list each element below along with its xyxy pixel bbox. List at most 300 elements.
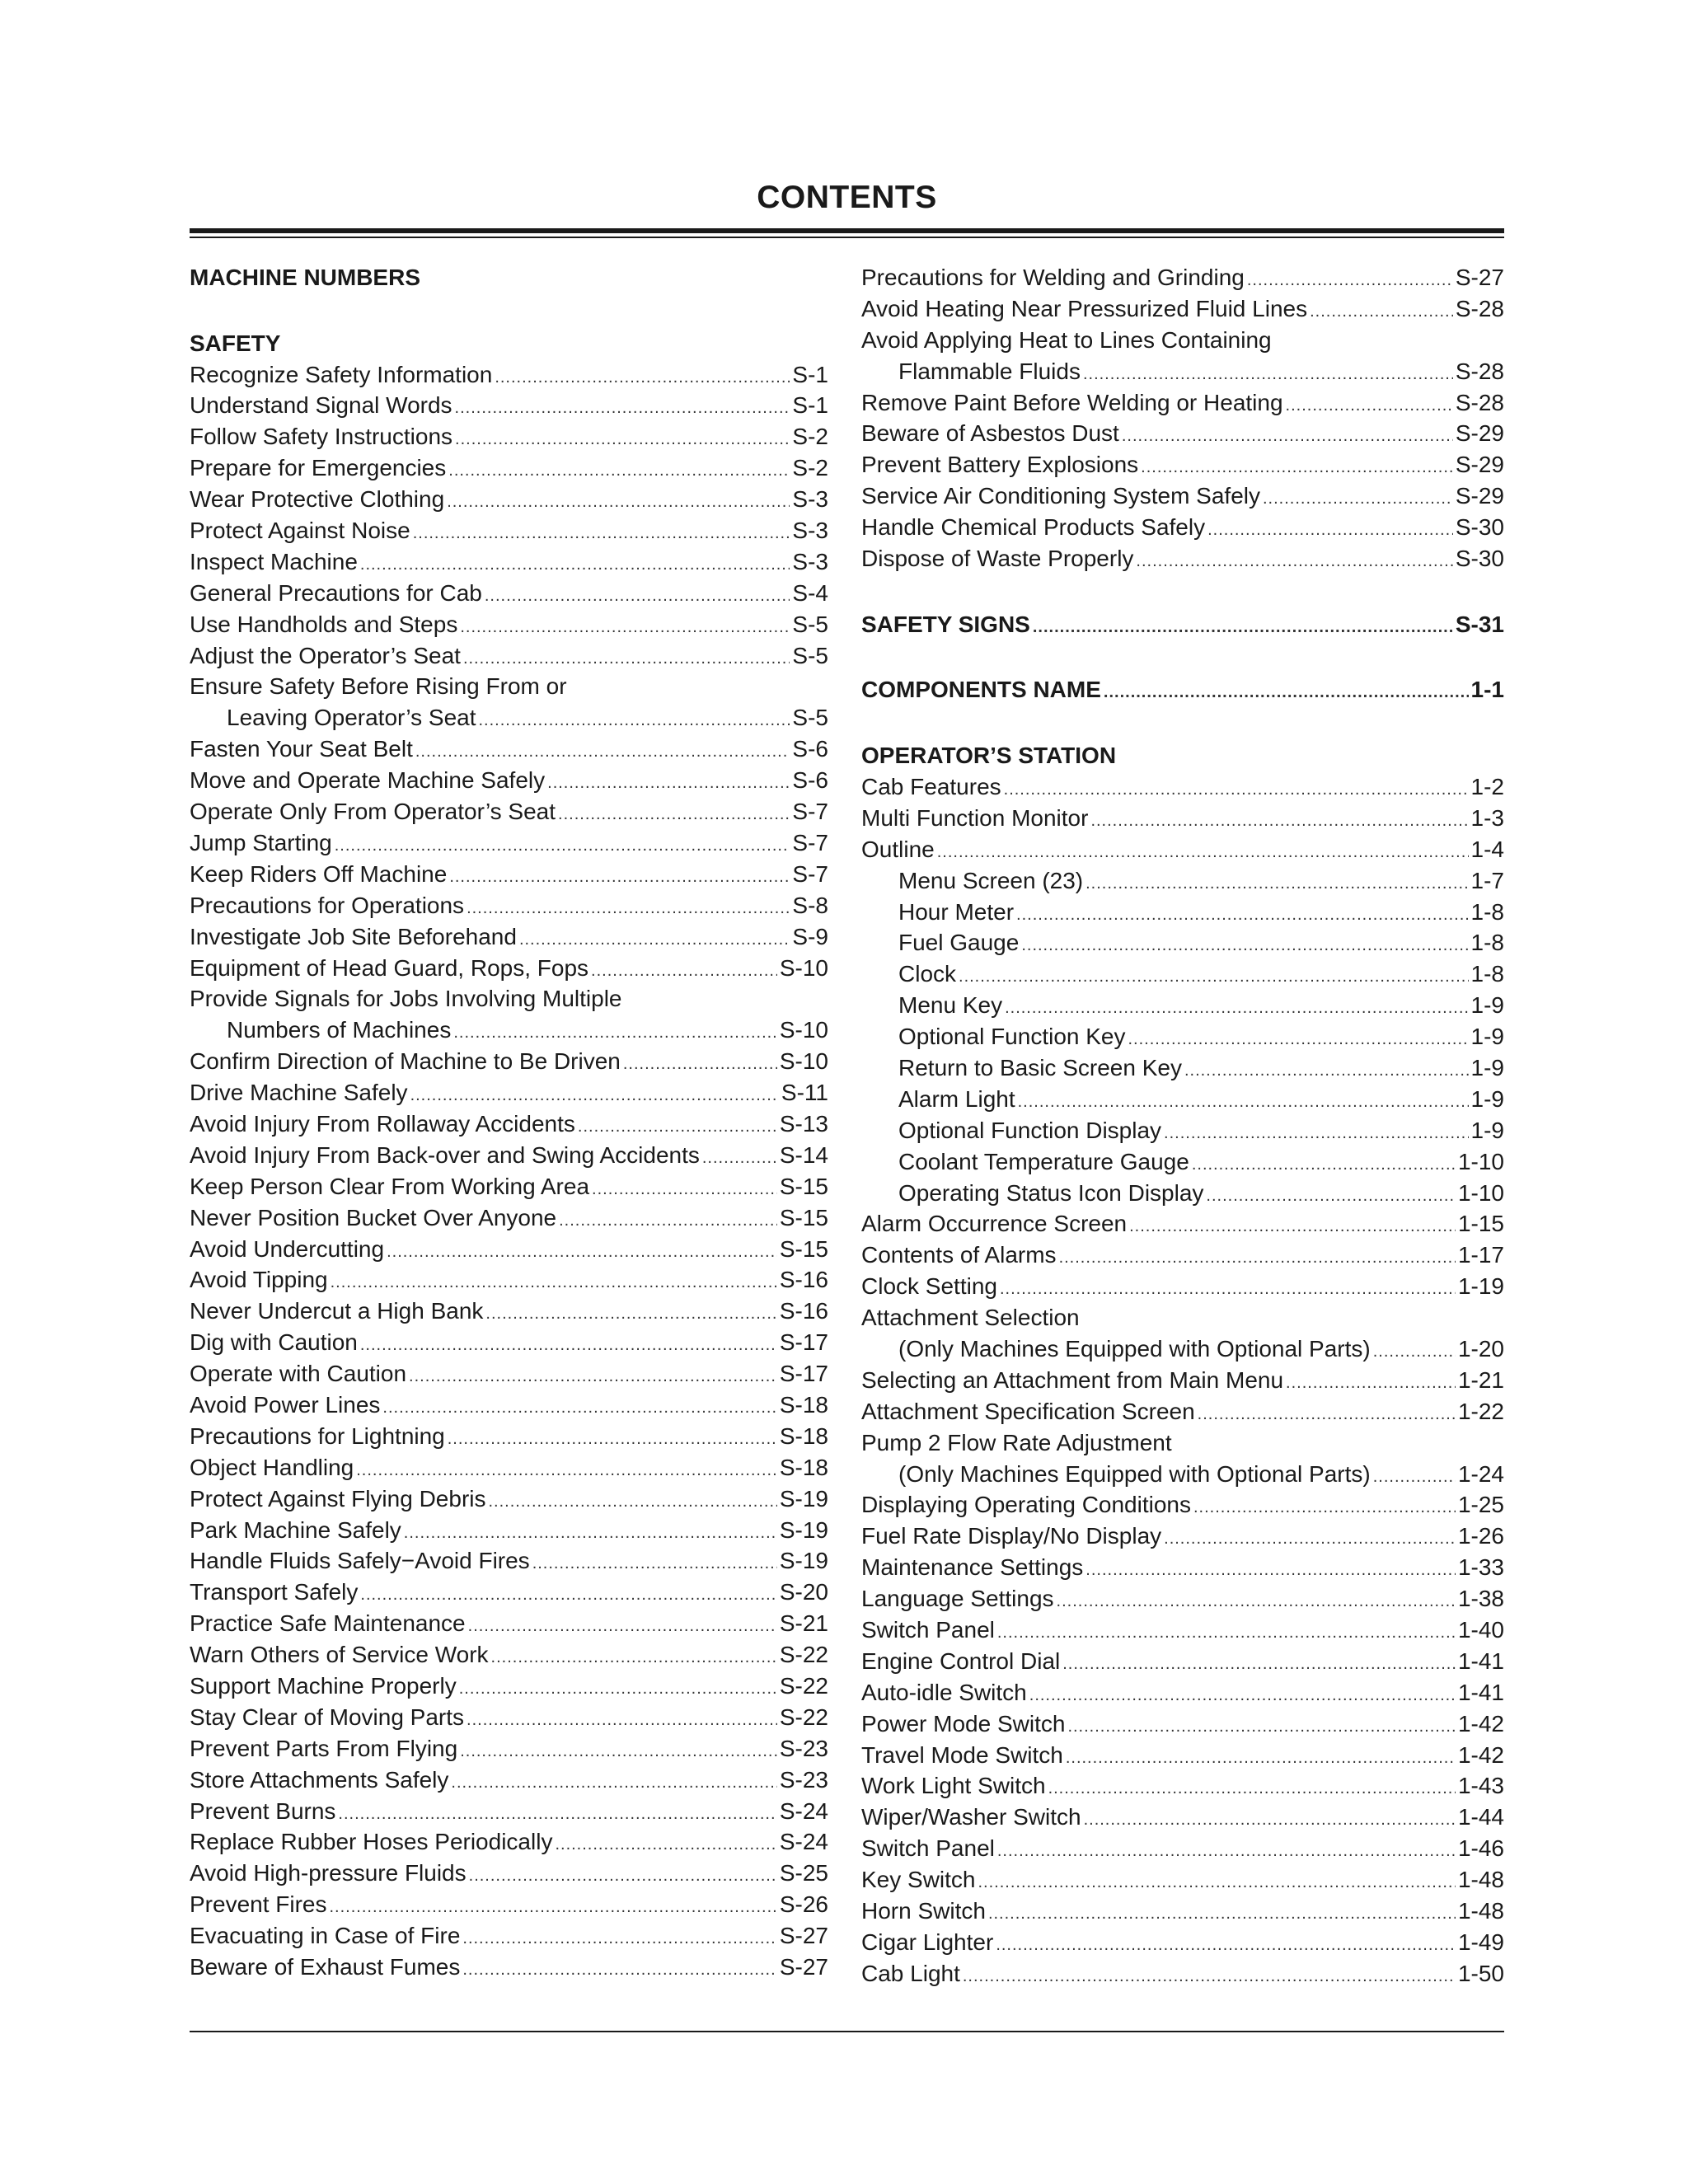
toc-entry-cab-light [861,1958,1504,1990]
toc-entry-cigar-lighter [861,1927,1504,1958]
toc-entry-title: Dispose of Waste Properly [861,546,1134,572]
toc-entry-title: Keep Person Clear From Working Area [190,1173,590,1199]
toc-entry-title: Clock [898,961,957,987]
toc-entry-practice-safe-maintenance [190,1608,828,1639]
toc-entry-horn-switch [861,1896,1504,1927]
toc-page-number: S-5 [792,642,828,668]
dot-leader [1192,1150,1456,1181]
toc-entry-title: Key Switch [861,1867,976,1893]
toc-entry-title: Hour Meter [898,898,1015,925]
toc-entry-title: Protect Against Noise [190,518,410,544]
dot-leader [1128,1024,1469,1056]
toc-page-number: S-3 [792,548,828,574]
dot-leader [592,1174,777,1206]
toc-entry-prevent-fires [190,1889,828,1920]
toc-entry-title: Avoid Heating Near Pressurized Fluid Lines [861,295,1308,321]
dot-leader [462,1955,776,1986]
toc-page-number: S-24 [779,1797,828,1824]
toc-page-number: 1-21 [1457,1366,1504,1393]
dot-leader [1090,806,1468,837]
toc-entry-title: Return to Basic Screen Key [898,1054,1182,1080]
dot-leader [519,925,790,956]
spacer [861,574,1504,609]
toc-entry-title: Prevent Battery Explosions [861,452,1139,478]
toc-entry-precautions-for-operations [190,890,828,921]
dot-leader [1016,900,1468,931]
toc-page-number: S-28 [1455,295,1504,321]
dot-leader [1059,1243,1456,1274]
toc-entry-remove-paint-before-welding-or-heating [861,387,1504,419]
toc-entry-adjust-the-operator-s-seat [190,640,828,672]
toc-page-number: 1-38 [1457,1586,1504,1612]
toc-entry-title: Optional Function Key [898,1024,1126,1050]
dot-leader [447,487,790,518]
dot-leader [485,1299,776,1330]
toc-page-number: S-6 [792,767,828,794]
toc-entry-evacuating-in-case-of-fire [190,1920,828,1952]
spacer [861,640,1504,675]
toc-page-number: S-2 [792,455,828,481]
dot-leader [491,1643,777,1674]
toc-entry-title: Engine Control Dial [861,1647,1061,1674]
toc-page-number: S-18 [779,1454,828,1480]
toc-entry-title: Evacuating in Case of Fire [190,1923,461,1949]
toc-entry-park-machine-safely [190,1515,828,1546]
toc-entry-transport-safely [190,1577,828,1608]
toc-entry-title: Power Mode Switch [861,1710,1066,1736]
toc-page-number: 1-4 [1470,836,1504,862]
dot-leader [702,1143,777,1174]
toc-page-number: 1-8 [1470,898,1504,925]
toc-entry-clock [861,958,1504,990]
dot-leader [623,1049,777,1080]
toc-entry-alarm-occurrence-screen [861,1208,1504,1240]
toc-left-column [190,262,828,1983]
toc-entry-alarm-light [861,1084,1504,1115]
toc-page-number: S-15 [779,1173,828,1199]
dot-leader [459,1674,777,1705]
toc-entry-pump-2-flow-rate-adjustment [861,1427,1504,1459]
toc-entry-title: Displaying Operating Conditions [861,1492,1191,1518]
dot-leader [1164,1524,1456,1555]
toc-page-number: S-22 [779,1672,828,1699]
toc-entry-title: Recognize Safety Information [190,361,493,387]
dot-leader [1104,677,1469,709]
dot-leader [1085,1555,1456,1586]
toc-section-heading [190,262,828,293]
toc-entry-prevent-battery-explosions [861,449,1504,480]
toc-page-number: S-2 [792,424,828,450]
toc-page-number: S-4 [792,579,828,606]
toc-entry-title: Fasten Your Seat Belt [190,736,413,762]
toc-section-heading [861,740,1504,771]
toc-entry-title: Precautions for Welding and Grinding [861,265,1245,290]
dot-leader [558,799,790,831]
toc-entry-title: Travel Mode Switch [861,1741,1063,1768]
toc-page-number: 1-33 [1457,1554,1504,1581]
toc-entry-title: Transport Safely [190,1579,359,1605]
toc-entry-protect-against-noise [190,515,828,546]
dot-leader [453,1018,777,1049]
toc-entry-title: Precautions for Lightning [190,1422,445,1449]
dot-leader [1136,546,1452,578]
toc-page-number: S-13 [779,1110,828,1137]
toc-entry-title: Flammable Fluids [898,358,1081,384]
toc-page-number: 1-46 [1457,1835,1504,1862]
toc-entry-investigate-job-site-beforehand [190,921,828,953]
toc-entry-prepare-for-emergencies [190,452,828,484]
dot-leader [360,1330,777,1361]
toc-entry-return-to-basic-screen-key [861,1052,1504,1084]
toc-entry-title: Beware of Asbestos Dust [861,420,1119,447]
page-title: CONTENTS [757,180,937,215]
dot-leader [1083,359,1453,391]
toc-entry-beware-of-exhaust-fumes [190,1952,828,1983]
toc-entry-wear-protective-clothing [190,484,828,515]
toc-page-number: 1-24 [1457,1460,1504,1487]
toc-page-number: S-3 [792,518,828,544]
toc-entry-prevent-burns [190,1796,828,1827]
toc-entry-title: Use Handholds and Steps [190,611,458,637]
dot-leader [1206,1181,1456,1212]
dot-leader [455,393,790,424]
toc-entry-title: Numbers of Machines [227,1017,452,1043]
toc-entry-title: Pump 2 Flow Rate Adjustment [861,1429,1172,1455]
dot-leader [1122,421,1453,452]
toc-page-number: S-24 [779,1829,828,1855]
toc-entry-never-undercut-a-high-bank [190,1296,828,1327]
dot-leader [1048,1774,1456,1805]
toc-entry-operate-with-caution [190,1358,828,1390]
dot-leader [1084,1805,1456,1836]
toc-page-number: S-16 [779,1298,828,1324]
dot-leader [469,1861,777,1892]
toc-page-number: 1-41 [1457,1679,1504,1705]
dot-leader [413,518,790,550]
toc-entry-keep-person-clear-from-working-area [190,1171,828,1202]
dot-leader [451,1768,776,1799]
toc-entry-title: Optional Function Display [898,1117,1162,1143]
toc-entry-title: Follow Safety Instructions [190,424,453,450]
toc-page-number: S-10 [779,954,828,981]
toc-page-number: S-10 [779,1017,828,1043]
toc-entry-title: Precautions for Operations [190,892,465,918]
dot-leader [448,1424,777,1455]
dot-leader [460,1736,777,1768]
toc-entry-title: Prevent Fires [190,1891,327,1918]
toc-entry-title: Switch Panel [861,1835,995,1862]
toc-page-number: 1-15 [1457,1211,1504,1237]
toc-entry-never-position-bucket-over-anyone [190,1202,828,1234]
toc-entry-title: Handle Chemical Products Safely [861,514,1206,541]
toc-entry-title: Drive Machine Safely [190,1080,408,1106]
dot-leader [1198,1399,1456,1431]
toc-page-number: S-19 [779,1485,828,1511]
toc-entry-clock-setting [861,1271,1504,1302]
dot-leader [1033,612,1453,644]
toc-page-number: S-8 [792,892,828,918]
toc-entry-title: Wiper/Washer Switch [861,1804,1081,1830]
toc-entry-wiper-washer-switch [861,1802,1504,1833]
toc-entry-title: Confirm Direction of Machine to Be Driven [190,1048,621,1075]
dot-leader [338,1799,776,1830]
toc-entry-title: Selecting an Attachment from Main Menu [861,1366,1284,1393]
dot-leader [1005,993,1468,1024]
toc-page-number: 1-1 [1470,677,1504,703]
toc-entry-title: Avoid Power Lines [190,1391,381,1418]
toc-page-number: S-1 [792,361,828,387]
dot-leader [988,1899,1456,1930]
dot-leader [335,831,790,862]
dot-leader [1310,297,1453,328]
dot-leader [1004,775,1469,806]
toc-entry-cab-features [861,771,1504,803]
header-rule-thin [190,237,1504,238]
toc-entry-attachment-specification-screen [861,1396,1504,1427]
toc-page-number: 1-10 [1457,1148,1504,1174]
dot-leader [591,956,777,987]
toc-entry-title: Contents of Alarms [861,1242,1057,1268]
toc-page-number: 1-40 [1457,1617,1504,1643]
toc-page-number: 1-17 [1457,1242,1504,1268]
toc-entry-title: (Only Machines Equipped with Optional Parts) [898,1336,1371,1361]
toc-page-number: 1-50 [1457,1960,1504,1986]
toc-entry-title: Outline [861,836,935,862]
toc-entry-title: Move and Operate Machine Safely [190,767,546,794]
toc-page-number: 1-9 [1470,1054,1504,1080]
toc-entry-menu-screen-23 [861,865,1504,897]
toc-page-number: S-22 [779,1704,828,1730]
toc-page-number: S-14 [779,1141,828,1168]
toc-page-number: S-5 [792,611,828,637]
dot-leader [360,550,790,581]
toc-entry-title: Maintenance Settings [861,1554,1084,1581]
dot-leader [1057,1586,1456,1618]
toc-entry-title: Avoid Undercutting [190,1235,385,1262]
toc-entry-recognize-safety-information [190,359,828,391]
dot-leader [404,1518,777,1549]
toc-page-number: 1-9 [1470,1085,1504,1112]
toc-entry-title: Object Handling [190,1454,354,1480]
toc-page-number: S-17 [779,1361,828,1387]
toc-entry-title: Remove Paint Before Welding or Heating [861,389,1283,415]
toc-entry-provide-signals-for-jobs-involving-multiple [190,983,828,1015]
toc-entry-switch-panel [861,1833,1504,1864]
toc-entry-title: Support Machine Properly [190,1672,457,1699]
toc-entry-jump-starting [190,827,828,859]
toc-entry-dig-with-caution [190,1327,828,1358]
toc-page-number: S-18 [779,1422,828,1449]
dot-leader [1129,1212,1456,1243]
dot-leader [1000,1274,1456,1305]
dot-leader [1085,869,1468,900]
toc-entry-contents-of-alarms [861,1240,1504,1271]
toc-page-number: S-29 [1455,420,1504,447]
dot-leader [468,1611,777,1643]
dot-leader [462,1924,776,1955]
toc-page-number: 1-49 [1457,1929,1504,1955]
toc-entry-understand-signal-words [190,390,828,421]
dot-leader [1193,1493,1456,1524]
toc-page-number: S-21 [779,1610,828,1637]
toc-entry-title: Provide Signals for Jobs Involving Multiple [190,986,622,1012]
dot-leader [996,1930,1456,1961]
toc-page-number: S-18 [779,1391,828,1418]
toc-entry-avoid-power-lines [190,1390,828,1421]
toc-entry-title: Prevent Burns [190,1797,336,1824]
toc-page-number: S-19 [779,1548,828,1574]
toc-entry-avoid-undercutting [190,1234,828,1265]
toc-page-number: 1-43 [1457,1773,1504,1799]
toc-entry-title: Horn Switch [861,1898,986,1924]
toc-entry-title: Avoid Injury From Back-over and Swing Accidents [190,1141,700,1168]
toc-entry-title: Cigar Lighter [861,1929,994,1955]
toc-entry-title: Avoid Injury From Rollaway Accidents [190,1110,575,1137]
toc-page-number: S-15 [779,1204,828,1230]
toc-entry-title: Dig with Caution [190,1329,358,1356]
toc-entry-title: Warn Others of Service Work [190,1642,489,1668]
dot-leader [409,1361,777,1393]
dot-leader [489,1487,777,1518]
toc-entry-title: Alarm Light [898,1085,1015,1112]
toc-entry-numbers-of-machines [190,1015,828,1046]
toc-entry-confirm-direction-of-machine-to-be-driven [190,1046,828,1077]
dot-leader [959,962,1469,993]
toc-entry-protect-against-flying-debris [190,1483,828,1515]
toc-entry-warn-others-of-service-work [190,1639,828,1671]
toc-entry-prevent-parts-from-flying [190,1733,828,1765]
toc-entry-keep-riders-off-machine [190,859,828,890]
toc-entry-title: General Precautions for Cab [190,579,482,606]
toc-entry-travel-mode-switch [861,1740,1504,1771]
toc-entry-stay-clear-of-moving-parts [190,1702,828,1733]
toc-entry-title: Understand Signal Words [190,392,452,419]
toc-entry-title: Attachment Selection [861,1305,1080,1331]
toc-page-number: S-7 [792,860,828,887]
dot-leader [467,893,790,925]
toc-page-number: 1-9 [1470,1024,1504,1050]
toc-entry-title: SAFETY SIGNS [861,611,1030,637]
toc-page-number: S-29 [1455,483,1504,509]
toc-entry-leaving-operator-s-seat [190,702,828,733]
toc-entry-operating-status-icon-display [861,1178,1504,1209]
toc-page-number: S-23 [779,1735,828,1761]
toc-entry-title: Store Attachments Safely [190,1766,449,1793]
toc-section-heading [861,609,1504,640]
toc-entry-avoid-injury-from-back-over-and-swing-accidents [190,1140,828,1171]
toc-entry-title: MACHINE NUMBERS [190,265,420,290]
dot-leader [495,363,790,394]
dot-leader [1373,1337,1456,1368]
toc-page-number: 1-9 [1470,992,1504,1019]
toc-entry-title: Attachment Specification Screen [861,1398,1195,1424]
toc-entry-power-mode-switch [861,1708,1504,1740]
dot-leader [485,581,790,612]
dot-leader [1286,1368,1456,1399]
toc-entry-title: Prevent Parts From Flying [190,1735,458,1761]
toc-entry-title: Alarm Occurrence Screen [861,1211,1128,1237]
dot-leader [410,1080,779,1112]
toc-entry-title: Operating Status Icon Display [898,1179,1204,1206]
toc-entry-title: Protect Against Flying Debris [190,1485,486,1511]
toc-entry-general-precautions-for-cab [190,578,828,609]
toc-page-number: S-25 [779,1860,828,1886]
dot-leader [1062,1649,1456,1680]
toc-page-number: 1-48 [1457,1898,1504,1924]
dot-leader [1373,1462,1456,1493]
dot-leader [467,1705,777,1736]
dot-leader [1066,1743,1456,1774]
toc-entry-title: Avoid High-pressure Fluids [190,1860,467,1886]
toc-entry-title: Leaving Operator’s Seat [227,705,476,731]
toc-entry-engine-control-dial [861,1646,1504,1677]
toc-entry-fuel-rate-display-no-display [861,1521,1504,1552]
toc-entry-title: Language Settings [861,1586,1054,1612]
toc-page-number: S-27 [779,1954,828,1980]
toc-entry-flammable-fluids [861,356,1504,387]
toc-entry-avoid-heating-near-pressurized-fluid-lines [861,293,1504,325]
toc-page-number: 1-19 [1457,1273,1504,1300]
toc-entry-object-handling [190,1452,828,1483]
toc-page-number: 1-48 [1457,1867,1504,1893]
toc-entry-only-machines-equipped-with-optional-parts [861,1459,1504,1490]
toc-entry-ensure-safety-before-rising-from-or [190,671,828,702]
toc-section-heading [190,328,828,359]
toc-entry-key-switch [861,1864,1504,1896]
toc-entry-only-machines-equipped-with-optional-parts [861,1333,1504,1365]
toc-page-number: 1-44 [1457,1804,1504,1830]
toc-entry-optional-function-key [861,1021,1504,1052]
toc-entry-precautions-for-lightning [190,1421,828,1452]
toc-entry-title: Stay Clear of Moving Parts [190,1704,465,1730]
toc-entry-use-handholds-and-steps [190,609,828,640]
toc-page-number: 1-9 [1470,1117,1504,1143]
toc-page-number: 1-42 [1457,1741,1504,1768]
toc-entry-title: OPERATOR’S STATION [861,743,1117,769]
toc-page-number: S-7 [792,799,828,825]
toc-page-number: 1-20 [1457,1336,1504,1361]
toc-entry-replace-rubber-hoses-periodically [190,1826,828,1858]
toc-page-number: S-10 [779,1048,828,1075]
dot-leader [1263,484,1453,515]
toc-entry-title: Menu Screen (23) [898,867,1084,893]
dot-leader [1207,515,1453,546]
dot-leader [555,1830,776,1861]
dot-leader [331,1268,777,1299]
toc-page-number: 1-8 [1470,930,1504,956]
toc-entry-title: Park Machine Safely [190,1516,401,1543]
toc-page-number: S-5 [792,705,828,731]
toc-entry-support-machine-properly [190,1671,828,1702]
toc-entry-title: Beware of Exhaust Fumes [190,1954,461,1980]
toc-entry-title: Wear Protective Clothing [190,486,445,513]
toc-page-number: S-6 [792,736,828,762]
toc-entry-work-light-switch [861,1770,1504,1802]
toc-entry-title: Practice Safe Maintenance [190,1610,466,1637]
dot-leader [1286,391,1453,422]
dot-leader [360,1580,776,1611]
toc-entry-title: Avoid Applying Heat to Lines Containing [861,326,1272,353]
toc-entry-title: Never Undercut a High Bank [190,1298,484,1324]
toc-entry-title: Coolant Temperature Gauge [898,1148,1189,1174]
toc-entry-title: Adjust the Operator’s Seat [190,642,461,668]
toc-entry-title: Ensure Safety Before Rising From or [190,673,567,700]
toc-entry-service-air-conditioning-system-safely [861,480,1504,512]
toc-page-number: 1-42 [1457,1710,1504,1736]
toc-entry-follow-safety-instructions [190,421,828,452]
toc-page-number: 1-10 [1457,1179,1504,1206]
toc-entry-title: Equipment of Head Guard, Rops, Fops [190,954,589,981]
